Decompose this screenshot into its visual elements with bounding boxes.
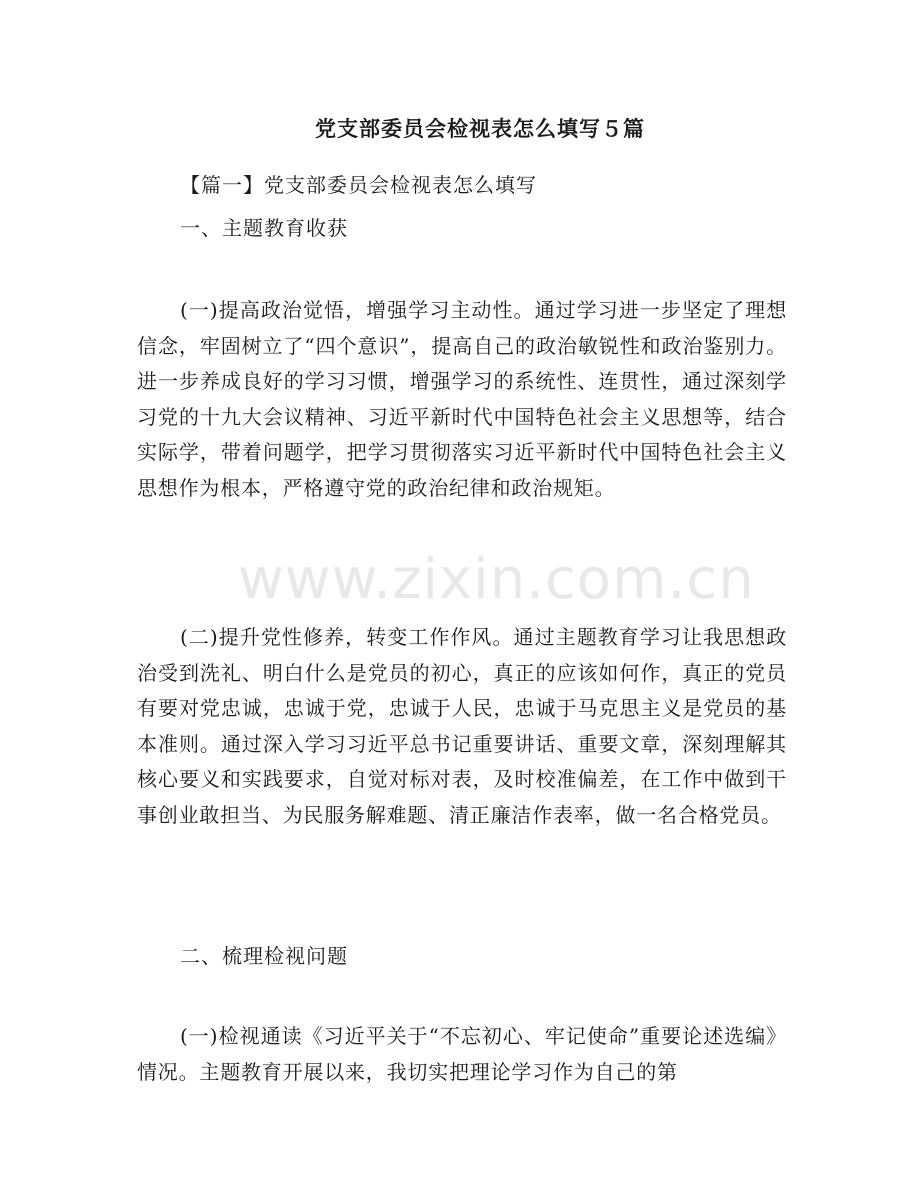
paragraph-review-reading: (一)检视通读《习近平关于“不忘初心、牢记使命”重要论述选编》情况。主题教育开展以来，我切实把理论学习作为自己的第 xyxy=(137,1024,787,1084)
watermark-text: www.zixin.com.cn xyxy=(238,547,755,612)
heading-theme-education-gains: 一、主题教育收获 xyxy=(180,216,348,240)
paragraph-improve-party-spirit: (二)提升党性修养，转变工作作风。通过主题教育学习让我思想政治受到洗礼、明白什么是党员的初心，真正的应该如何作，真正的党员有要对党忠诚，忠诚于党，忠诚于人民，忠诚于马克思主义是党员的基本准则。通过深入学习习近平总书记重要讲话、重要文章，深刻理解其核心要义和实践要求，自觉对标对表，及时校准偏差，在工作中做到干事创业敢担当、为民服务解难题、清正廉洁作表率，做一名合格党员。 xyxy=(137,625,787,827)
document-title: 党支部委员会检视表怎么填写５篇 xyxy=(315,117,645,141)
paragraph-improve-political-awareness: (一)提高政治觉悟，增强学习主动性。通过学习进一步坚定了理想信念，牢固树立了“四个意识”，提高自己的政治敏锐性和政治鉴别力。进一步养成良好的学习习惯，增强学习的系统性、连贯性，通过深刻学习党的十九大会议精神、习近平新时代中国特色社会主义思想等，结合实际学，带着问题学，把学习贯彻落实习近平新时代中国特色社会主义思想作为根本，严格遵守党的政治纪律和政治规矩。 xyxy=(137,298,787,500)
heading-review-problems: 二、梳理检视问题 xyxy=(180,944,348,968)
section-title: 【篇一】党支部委员会检视表怎么填写 xyxy=(180,173,537,197)
